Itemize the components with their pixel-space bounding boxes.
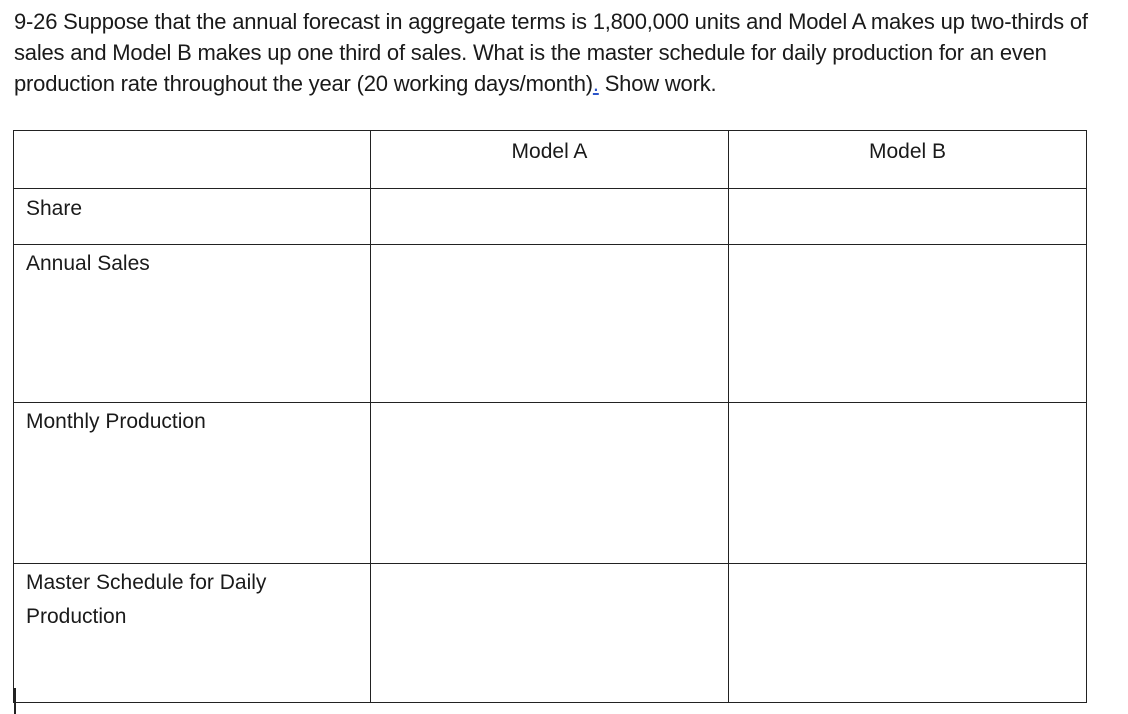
header-corner-cell bbox=[14, 131, 371, 189]
row-label-monthly-production: Monthly Production bbox=[14, 403, 371, 564]
master-schedule-table bbox=[13, 130, 1087, 703]
table-row-monthly-production bbox=[14, 403, 1087, 564]
column-header-model-b: Model B bbox=[729, 131, 1087, 189]
footnote-link[interactable]: . bbox=[592, 71, 599, 96]
row-label-share: Share bbox=[14, 189, 371, 245]
row-label-master-schedule: Master Schedule for Daily Production bbox=[14, 564, 371, 703]
monthly-production-model-a-cell[interactable] bbox=[371, 403, 729, 564]
master-schedule-model-b-cell[interactable] bbox=[729, 564, 1087, 703]
question-body: 9-26 Suppose that the annual forecast in aggregate terms is 1,800,000 units and Model A makes up two-thirds of sales and Model B makes up one third of sales. What is the master schedule for daily production for an even production rate throughout the year (20 working days/month) bbox=[14, 9, 1088, 96]
annual-sales-model-b-cell[interactable] bbox=[729, 245, 1087, 403]
table-row-share bbox=[14, 189, 1087, 245]
share-model-b-cell[interactable] bbox=[729, 189, 1087, 245]
master-schedule-model-a-cell[interactable] bbox=[371, 564, 729, 703]
question-tail: Show work. bbox=[598, 71, 717, 96]
table-row-master-schedule bbox=[14, 564, 1087, 703]
row-label-annual-sales: Annual Sales bbox=[14, 245, 371, 403]
question-text bbox=[14, 6, 1114, 99]
table-header-row bbox=[14, 131, 1087, 189]
table-row-annual-sales bbox=[14, 245, 1087, 403]
text-cursor bbox=[14, 688, 16, 714]
share-model-a-cell[interactable] bbox=[371, 189, 729, 245]
annual-sales-model-a-cell[interactable] bbox=[371, 245, 729, 403]
monthly-production-model-b-cell[interactable] bbox=[729, 403, 1087, 564]
column-header-model-a: Model A bbox=[371, 131, 729, 189]
